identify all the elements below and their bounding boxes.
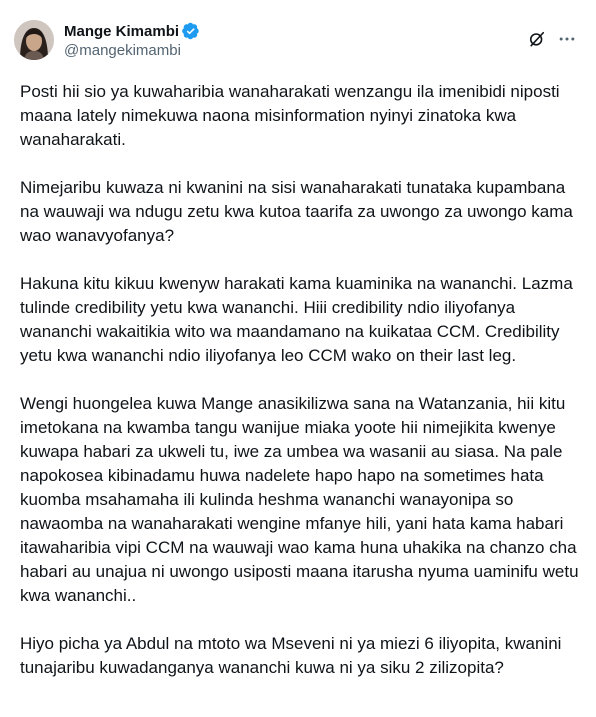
grok-button[interactable] [522, 24, 552, 54]
more-dots-icon [557, 29, 577, 49]
more-options-button[interactable] [552, 24, 582, 54]
tweet-paragraph-5: Hiyo picha ya Abdul na mtoto wa Mseveni ni ya miezi 6 iliyopita, kwanini tunajaribu kuwadanganya wananchi kuwa ni ya siku 2 zilizopita? [20, 634, 562, 677]
tweet-text [20, 80, 580, 704]
tweet-paragraph-2: Nimejaribu kuwaza ni kwanini na sisi wanaharakati tunataka kupambana na wauwaji wa ndugu zetu kwa kutoa taarifa za uwongo za uwongo kama wao wanavyofanya? [20, 178, 573, 245]
avatar-image [14, 20, 54, 60]
display-name-row [64, 21, 200, 41]
tweet-paragraph-3: Hakuna kitu kikuu kwenyw harakati kama kuaminika na wananchi. Lazma tulinde credibility yetu kwa wananchi. Hiii credibility ndio iliyofanya wananchi wakaitikia wito wa maandamano na kuikataa CCM. Credibility yetu kwa wananchi ndio iliyofanya leo CCM wako on their last leg. [20, 274, 573, 365]
tweet-paragraph-4: Wengi huongelea kuwa Mange anasikilizwa sana na Watanzania, hii kitu imetokana na kwamba tangu wanijue miaka yoote hii nimejikita kwenye kuwapa habari za ukweli tu, iwe za umbea wa wasanii au siasa. Na pale napokosea kibinadamu huwa nadelete hapo hapo na sometimes hata kuomba msahamaha ili kulinda heshma wananchi wanayonipa so nawaomba na wanaharakati wengine mfanye hili, yani hata kama habari itawaharibia vipi CCM na wauwaji wao kama huna uhakika na chanzo cha habari au unajua ni uwongo usiposti maana itarusha nyuma uaminifu wetu kwa wananchi.. [20, 394, 579, 605]
tweet-header [14, 20, 582, 68]
grok-slash-icon [527, 29, 547, 49]
header-actions [522, 24, 582, 54]
avatar[interactable] [14, 20, 54, 60]
tweet-paragraph-1: Posti hii sio ya kuwaharibia wanaharakati wenzangu ila imenibidi niposti maana lately nimekuwa naona misinformation nyinyi zinatoka kwa wanaharakati. [20, 82, 560, 149]
display-name[interactable]: Mange Kimambi [64, 22, 180, 40]
author-names [64, 21, 200, 59]
author-handle[interactable]: @mangekimambi [64, 42, 181, 59]
verified-badge-icon[interactable] [182, 22, 200, 40]
